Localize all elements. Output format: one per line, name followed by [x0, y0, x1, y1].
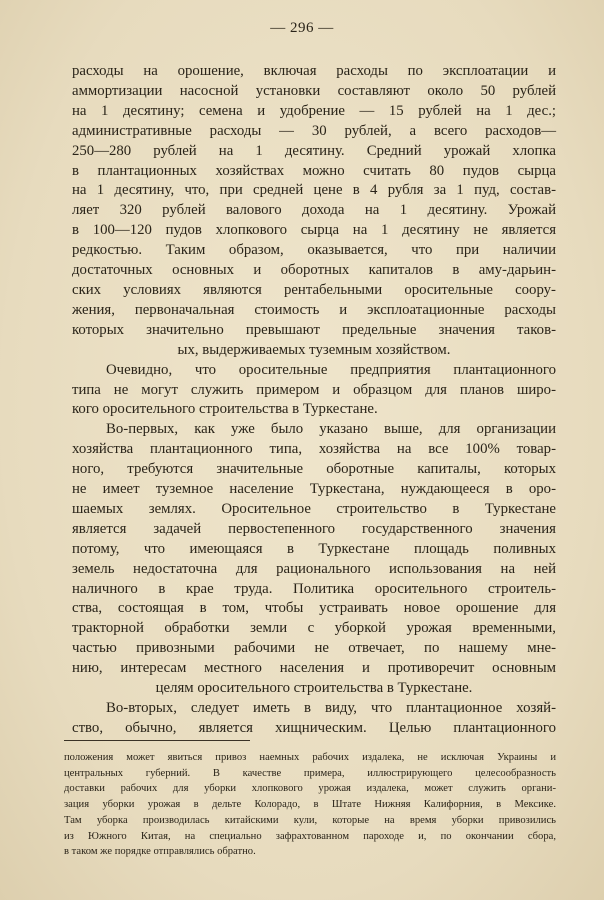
footnote-line: из Южного Китая, на специально зафрахтованном пароходе и, по окончании сбора, [64, 830, 556, 842]
text-line: жения, первоначальная стоимость и эксплоатационные расходы [72, 301, 556, 318]
text-line: ляет 320 рублей валового дохода на 1 десятину. Урожай [72, 202, 556, 219]
text-line: Во-вторых, следует иметь в виду, что плантационное хозяй- [106, 700, 556, 716]
text-line: частью привозными рабочими не отвечает, по нашему мне- [72, 640, 556, 657]
text-line: на 1 десятину, что, при средней цене в 4 рубля за 1 пуд, состав- [72, 182, 556, 199]
text-line: редкостью. Таким образом, оказывается, что при наличии [72, 242, 556, 259]
text-line: не имеет туземное население Туркестана, нуждающееся в оро- [72, 481, 556, 498]
text-line: тракторной обработки земли с уборкой урожая временными, [72, 620, 556, 637]
main-text [72, 62, 556, 739]
text-line: земель недостаточна для рационального использования на ней [72, 560, 556, 577]
text-line: шаемых землях. Оросительное строительство в Туркестане [72, 500, 556, 517]
text-line: Во-первых, как уже было указано выше, для организации [106, 421, 556, 438]
footnote-line: центральных губерний. В качестве примера, иллюстрирующего целесообразность [64, 767, 556, 779]
text-line: в плантационных хозяйствах можно считать 80 пудов сырца [72, 162, 556, 179]
footnote-line: доставки рабочих для уборки хлопкового урожая издалека, может служить органи- [64, 783, 556, 795]
text-line: расходы на орошение, включая расходы по эксплоатации и [72, 63, 556, 79]
text-line: достаточных основных и оборотных капиталов в аму-дарьин- [72, 262, 556, 279]
page-number: — 296 — [270, 20, 334, 36]
text-line: административные расходы — 30 рублей, а всего расходов— [72, 122, 556, 139]
text-line: хозяйства плантационного типа, хозяйства на все 100% товар- [72, 441, 556, 458]
text-line: в 100—120 пудов хлопкового сырца на 1 десятину не является [72, 222, 556, 239]
footnote-line: положения может явиться привоз наемных рабочих издалека, не исключая Украины и [64, 752, 556, 763]
text-line: на 1 десятину; семена и удобрение — 15 рублей на 1 дес.; [72, 102, 556, 119]
footnote [64, 750, 556, 860]
text-line: аммортизации насосной установки составляют около 50 рублей [72, 82, 556, 99]
text-line: Очевидно, что оросительные предприятия плантационного [106, 361, 556, 378]
text-line: нию, интересам местного населения и противоречит основным [72, 660, 556, 677]
footnote-line: Там уборка производилась китайскими кули, которые на время уборки привозились [64, 814, 556, 826]
text-line: типа не могут служить примером и образцом для планов широ- [72, 381, 556, 398]
footnote-line: зация уборки урожая в дельте Колорадо, в Штате Нижняя Калифорния, в Мексике. [64, 799, 556, 811]
text-line: ство, обычно, является хищническим. Целью плантационного [72, 719, 556, 736]
text-line: ного, требуются значительные оборотные капиталы, которых [72, 461, 556, 478]
text-line: кого оросительного строительства в Туркестане. [72, 401, 378, 418]
text-line: является задачей первостепенного государственного значения [72, 520, 556, 537]
text-line: наличного в крае труда. Политика оросительного строитель- [72, 580, 556, 597]
text-line: которых значительно превышают предельные значения таков- [72, 321, 556, 338]
footnote-line: в таком же порядке отправлялись обратно. [64, 846, 256, 858]
text-line: ских условиях являются рентабельными оросительные соору- [72, 281, 556, 298]
text-line: ых, выдерживаемых туземным хозяйством. [177, 341, 451, 358]
footnote-divider [64, 740, 250, 741]
text-line: ства, состоящая в том, чтобы устраивать новое орошение для [72, 600, 556, 617]
text-line: целям оросительного строительства в Туркестане. [155, 680, 473, 697]
text-line: 250—280 рублей на 1 десятину. Средний урожай хлопка [72, 142, 556, 159]
text-line: потому, что имеющаяся в Туркестане площадь поливных [72, 540, 556, 557]
